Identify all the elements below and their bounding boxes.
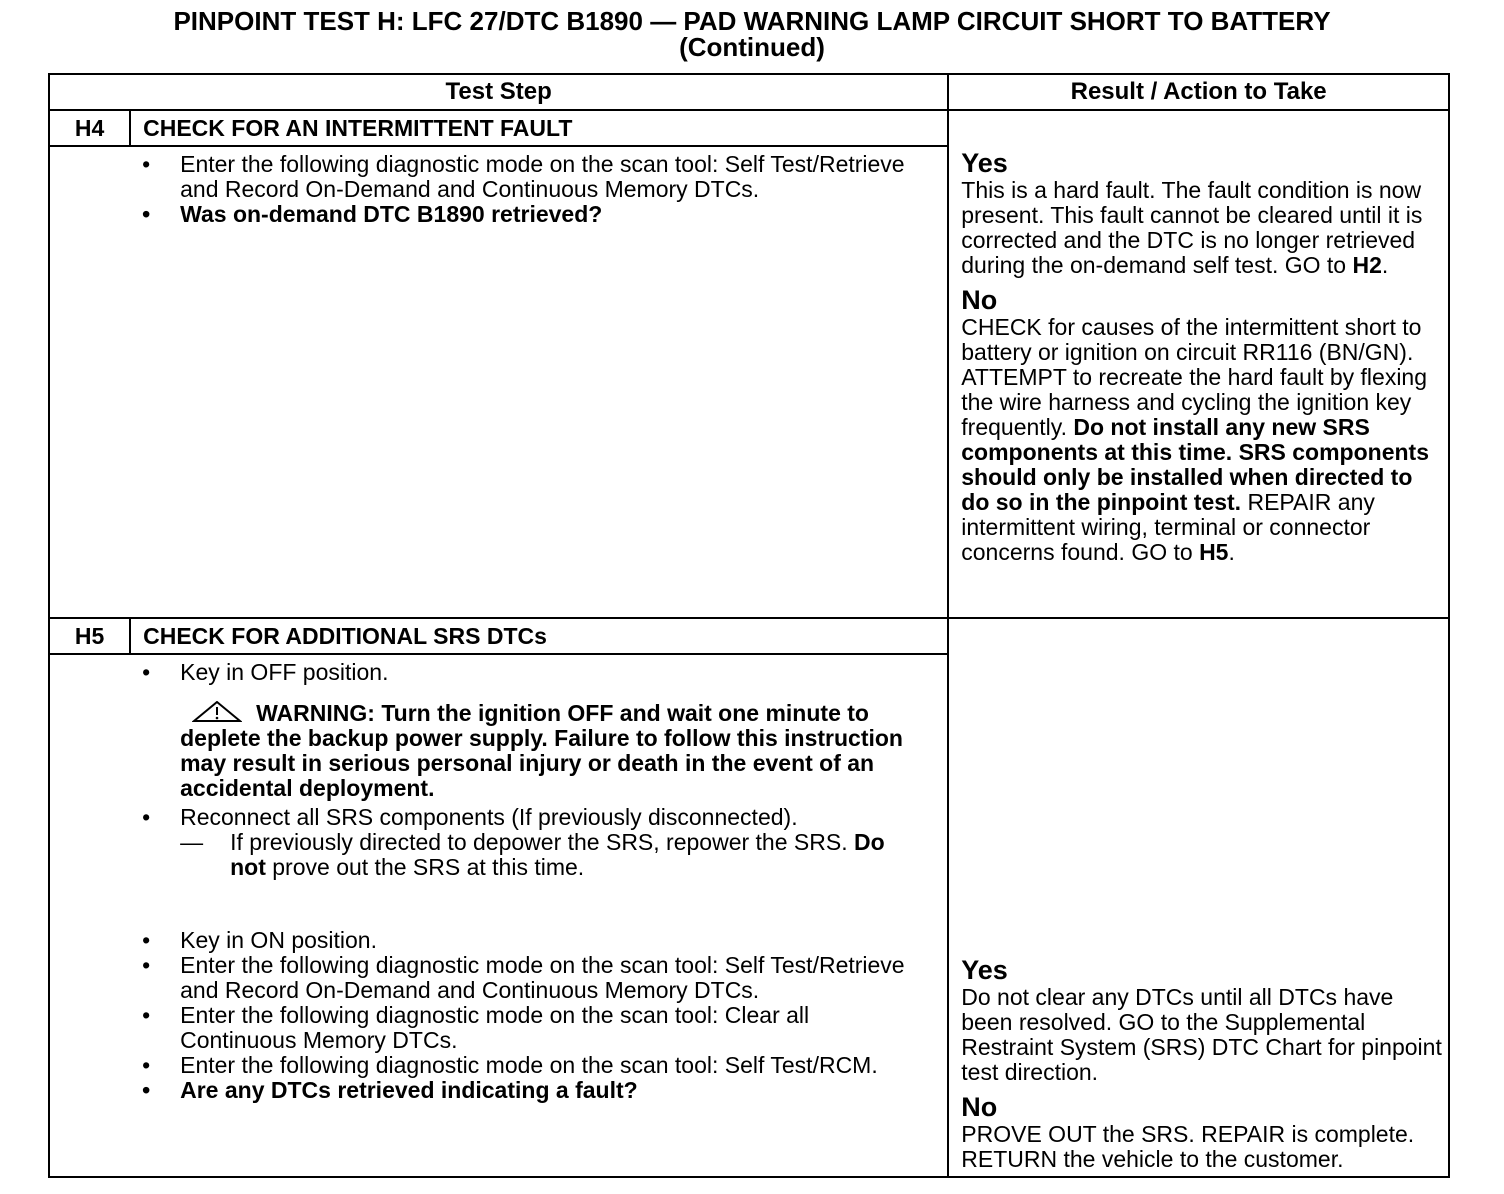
result-h4-no-text [961,315,1442,565]
pinpoint-test-table [48,73,1450,1178]
step-h4-bullet-1: • Enter the following diagnostic mode on the scan tool: Self Test/Retrieve and Record On-Demand and Continuous Memory DTCs. [130,152,917,202]
step-h4-bullet-2: • Was on-demand DTC B1890 retrieved? [130,202,917,227]
warning-triangle-icon [192,701,242,723]
result-h5-no [961,1093,1442,1172]
step-heading-h4: CHECK FOR AN INTERMITTENT FAULT [130,110,948,146]
header-test-step: Test Step [49,74,948,110]
result-h5-yes-label: Yes [961,955,1008,985]
yes-text: This is a hard fault. The fault condition is now present. This fault cannot be cleared until it is corrected and the DTC is no longer retrieved during the on-demand self test. GO to [961,177,1423,278]
step-h5-bullet-6: • Enter the following diagnostic mode on the scan tool: Self Test/RCM. [130,1053,917,1078]
result-h4-no-label: No [961,285,998,315]
step-h4-body [130,146,948,618]
step-h5-bullet-5: • Enter the following diagnostic mode on the scan tool: Clear all Continuous Memory DTCs. [130,1003,917,1053]
no-goto-link: H5 [1199,539,1229,565]
step-h5-heading-row [49,618,1449,654]
table-header-row [49,74,1449,110]
step-h5-bullet-4: • Enter the following diagnostic mode on the scan tool: Self Test/Retrieve and Record On-Demand and Continuous Memory DTCs. [130,953,917,1003]
result-h5 [948,618,1449,1177]
spacer [130,880,917,928]
step-h5-bullet-3: • Key in ON position. [130,928,917,953]
step-h4-heading-row [49,110,1449,146]
step-h5-bullet-7: • Are any DTCs retrieved indicating a fault? [130,1078,917,1103]
result-h5-yes-text: Do not clear any DTCs until all DTCs have been resolved. GO to the Supplemental Restraint System (SRS) DTC Chart for pinpoint test direction. [961,984,1442,1085]
step-id-h5: H5 [49,618,130,654]
title-line-2: (Continued) [679,32,825,62]
result-h4-yes [961,149,1442,278]
result-h5-no-label: No [961,1092,998,1122]
page-title [0,8,1504,60]
header-result: Result / Action to Take [948,74,1449,110]
result-h4 [948,110,1449,618]
step-h5-dash-1 [130,830,917,880]
warning-note [130,701,917,801]
result-h4-yes-label: Yes [961,148,1008,178]
step-h4-spacer [49,146,130,618]
result-h5-no-text: PROVE OUT the SRS. REPAIR is complete. RETURN the vehicle to the customer. [961,1121,1415,1172]
no-text-1: CHECK for causes of the intermittent short to battery or ignition on circuit RR116 (BN/GN). ATTEMPT to recreate the hard fault by flexing the wire harness and cycling the ignition key frequently. [961,314,1428,440]
step-h5-spacer [49,654,130,1177]
step-h5-bullet-2: • Reconnect all SRS components (If previously disconnected). [130,805,917,830]
no-end: . [1228,539,1235,565]
dash-text-bold: Do not [230,829,885,880]
step-heading-h5: CHECK FOR ADDITIONAL SRS DTCs [130,618,948,654]
step-id-h4: H4 [49,110,130,146]
result-h4-yes-text [961,178,1442,278]
dash-text-a: If previously directed to depower the SRS, repower the SRS. [230,829,854,855]
result-h4-no [961,286,1442,565]
yes-goto-link: H2 [1352,252,1382,278]
yes-end: . [1381,252,1389,278]
step-h5-body [130,654,948,1177]
dash-text-b: prove out the SRS at this time. [265,854,585,880]
result-h5-yes [961,956,1442,1085]
step-h5-bullet-1: • Key in OFF position. [130,660,917,685]
no-warning-bold: Do not install any new SRS components at this time. SRS components should only be installed when directed to do so in the pinpoint test. [961,414,1429,515]
warning-text: WARNING: Turn the ignition OFF and wait one minute to deplete the backup power supply. Failure to follow this instruction may result in serious personal injury or death in the event of an accidental deployment. [180,700,903,801]
no-text-2: REPAIR any intermittent wiring, terminal or connector concerns found. GO to [961,489,1375,565]
title-line-1: PINPOINT TEST H: LFC 27/DTC B1890 — PAD WARNING LAMP CIRCUIT SHORT TO BATTERY [173,6,1331,36]
